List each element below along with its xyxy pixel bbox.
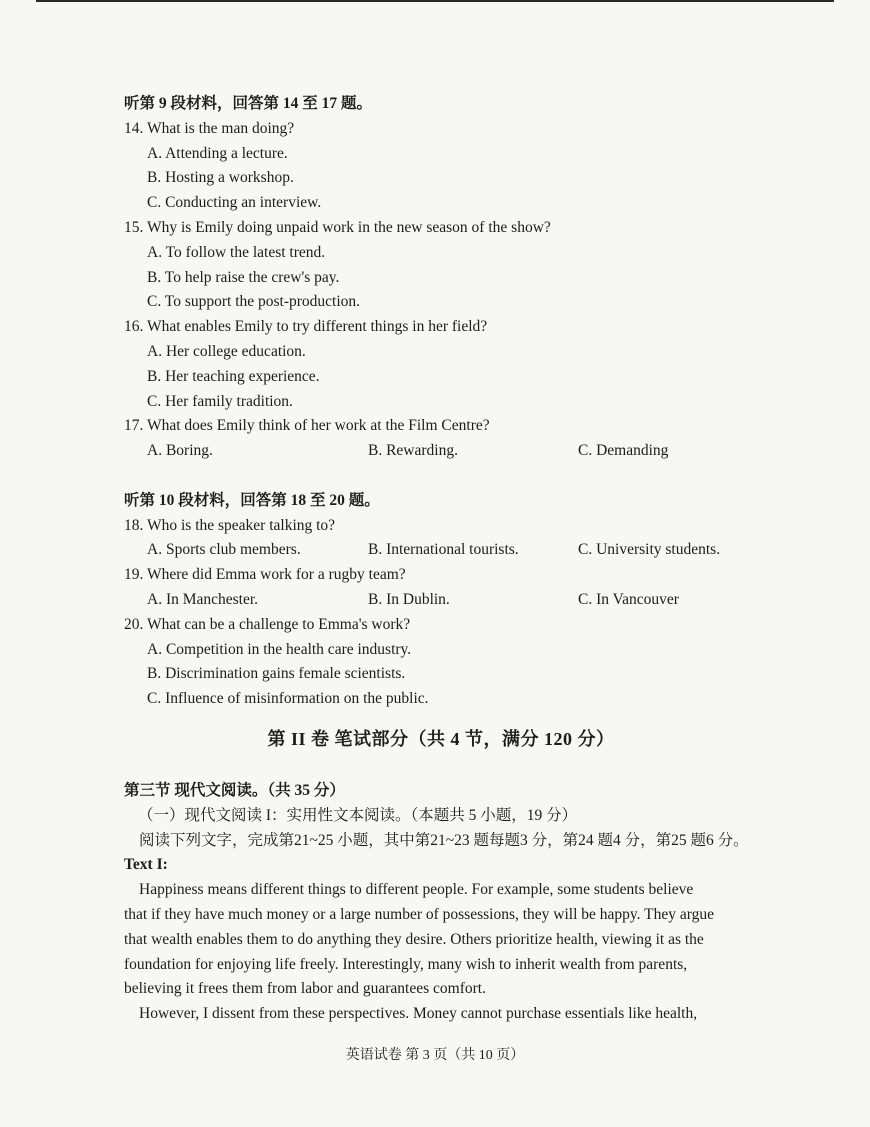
q19-option-c: C. In Vancouver [578,590,679,608]
q15-option-b: B. To help raise the crew's pay. [147,268,340,286]
section-3-subheading: （一）现代文阅读 I：实用性文本阅读。（本题共 5 小题，19 分） [138,806,578,824]
question-17: 17. What does Emily think of her work at the Film Centre? [124,417,490,435]
q18-options [124,538,764,563]
part9-heading: 听第 9 段材料，回答第 14 至 17 题。 [124,95,373,112]
q20-option-b: B. Discrimination gains female scientists. [147,665,406,683]
q14-option-a: A. Attending a lecture. [147,144,288,162]
top-rule [36,0,834,2]
section-3-instruction: 阅读下列文字，完成第21~25 小题，其中第21~23 题每题3 分，第24 题4 分，第25 题6 分。 [139,831,749,849]
passage-line: believing it frees them from labor and guarantees comfort. [124,980,486,998]
q19-option-b: B. In Dublin. [368,590,450,608]
q19-option-a: A. In Manchester. [147,590,259,608]
q18-option-c: C. University students. [578,541,721,559]
q19-options [124,588,764,613]
q17-options [124,439,764,464]
q15-option-a: A. To follow the latest trend. [147,243,326,261]
q14-option-c: C. Conducting an interview. [147,194,322,212]
passage-line: foundation for enjoying life freely. Interestingly, many wish to inherit wealth from parents, [124,955,688,973]
q20-option-c: C. Influence of misinformation on the public. [147,690,429,708]
question-20: 20. What can be a challenge to Emma's work? [124,615,411,633]
question-15: 15. Why is Emily doing unpaid work in the new season of the show? [124,218,551,236]
q15-option-c: C. To support the post-production. [147,293,361,311]
section-3-heading: 第三节 现代文阅读。（共 35 分） [124,781,345,799]
q16-option-b: B. Her teaching experience. [147,367,320,385]
passage-line: that if they have much money or a large number of possessions, they will be happy. They argue [124,905,715,923]
q17-option-c: C. Demanding [578,442,669,460]
q16-option-c: C. Her family tradition. [147,392,293,410]
passage-line: Happiness means different things to different people. For example, some students believe [139,881,694,899]
q14-option-b: B. Hosting a workshop. [147,169,294,187]
exam-page [124,92,764,1027]
text-label: Text I: [124,856,168,874]
q18-option-a: A. Sports club members. [147,541,301,559]
spacer [124,464,764,489]
q18-option-b: B. International tourists. [368,541,519,559]
q17-option-b: B. Rewarding. [368,442,458,460]
q17-option-a: A. Boring. [147,442,213,460]
passage-line: However, I dissent from these perspectives. Money cannot purchase essentials like health, [139,1005,698,1023]
q20-option-a: A. Competition in the health care industry. [147,640,412,658]
question-16: 16. What enables Emily to try different things in her field? [124,318,488,336]
question-19: 19. Where did Emma work for a rugby team? [124,566,406,584]
section-2-title: 第 II 卷 笔试部分（共 4 节，满分 120 分） [267,728,615,749]
q16-option-a: A. Her college education. [147,342,306,360]
part10-heading: 听第 10 段材料，回答第 18 至 20 题。 [124,491,380,509]
passage-line: that wealth enables them to do anything they desire. Others prioritize health, viewing it as the [124,930,704,948]
page-footer: 英语试卷 第 3 页（共 10 页） [345,1048,525,1063]
question-14: 14. What is the man doing? [124,119,295,137]
question-18: 18. Who is the speaker talking to? [124,516,336,534]
